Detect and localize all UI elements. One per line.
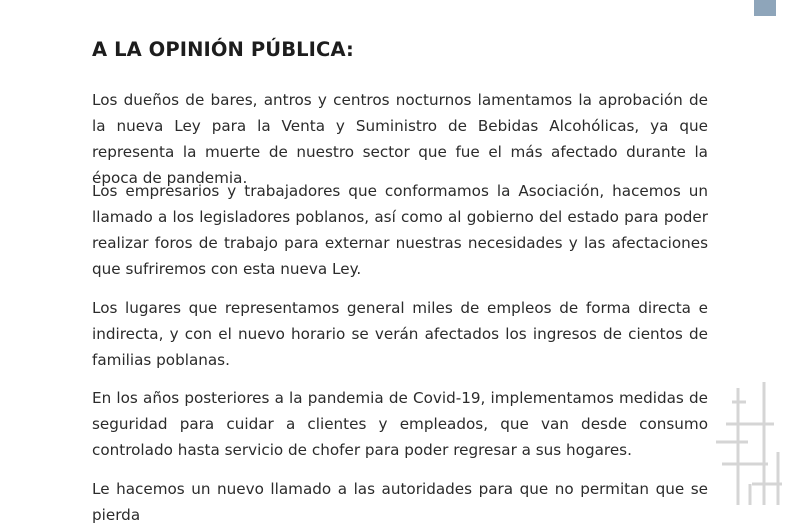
paragraph-3: Los lugares que representamos general miles de empleos de forma directa e indirecta, y con el nuevo horario se verán afectados los ingresos de cientos de familias poblanas.: [92, 299, 708, 369]
paragraph-5: Le hacemos un nuevo llamado a las autoridades para que no permitan que se pierda: [92, 480, 708, 524]
document-title: A LA OPINIÓN PÚBLICA:: [92, 38, 354, 61]
paragraph-1: Los dueños de bares, antros y centros nocturnos lamentamos la aprobación de la nueva Ley para la Venta y Suministro de Bebidas Alcohólicas, ya que representa la muerte de nuestro sector que fue el más afectado durante la época de pandemia.: [92, 91, 708, 187]
paragraph-2: Los empresarios y trabajadores que conformamos la Asociación, hacemos un llamado a los legisladores poblanos, así como al gobierno del estado para poder realizar foros de trabajo para externar nuestras necesidades y las afectaciones que sufriremos con esta nueva Ley.: [92, 182, 708, 278]
corner-accent-tab: [754, 0, 776, 16]
decorative-line-pattern: [712, 380, 800, 505]
paragraph-4: En los años posteriores a la pandemia de Covid-19, implementamos medidas de seguridad para cuidar a clientes y empleados, que van desde consumo controlado hasta servicio de chofer para poder regresar a sus hogares.: [92, 389, 708, 459]
